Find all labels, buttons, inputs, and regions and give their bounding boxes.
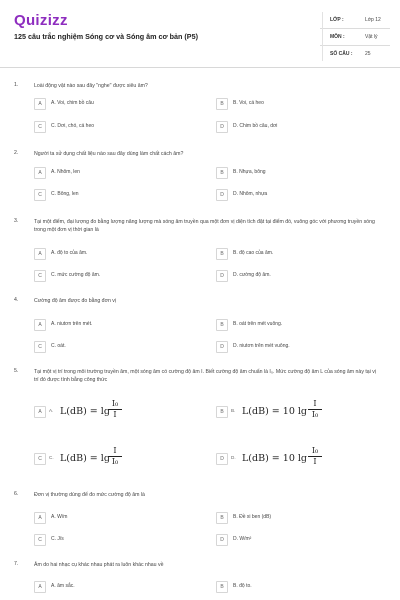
options-row (34, 580, 382, 594)
formula-lhs: L(dB) = lg (60, 406, 110, 417)
formula-lhs: L(dB) = 10 lg (242, 406, 308, 417)
option-badge: A (34, 167, 46, 179)
option-badge: A (34, 98, 46, 110)
option-badge: D (216, 534, 228, 546)
question-number: 6. (14, 491, 19, 497)
option-b[interactable] (216, 318, 376, 330)
option-badge: B (216, 248, 228, 260)
option-badge: B (216, 98, 228, 110)
option-c[interactable] (34, 188, 194, 200)
option-a[interactable] (34, 247, 194, 259)
quizizz-logo: Quizizz (14, 12, 68, 29)
option-text: C. oát. (51, 343, 66, 349)
option-d[interactable] (216, 188, 376, 200)
fraction-denominator: I (113, 410, 117, 419)
meta-subject-value: Vật lý (365, 34, 378, 40)
option-text: A. W/m (51, 514, 68, 520)
option-badge: C (34, 341, 46, 353)
option-text: C. mức cường độ âm. (51, 272, 101, 278)
fraction-numerator: I₀ (108, 399, 122, 410)
option-c[interactable] (34, 445, 194, 471)
option-text: D. W/m² (233, 536, 252, 542)
question-number: 7. (14, 561, 19, 567)
fraction-denominator: I₀ (311, 410, 319, 419)
meta-count-value: 25 (365, 51, 371, 57)
fraction-numerator: I (108, 446, 122, 457)
options-row (34, 318, 382, 332)
fraction-denominator: I (313, 457, 317, 466)
option-badge: C (34, 189, 46, 201)
option-a[interactable] (34, 511, 194, 523)
option-d[interactable] (216, 120, 376, 132)
option-text: A. độ to của âm. (51, 250, 88, 256)
question-number: 4. (14, 297, 19, 303)
question-number: 1. (14, 82, 19, 88)
option-b[interactable] (216, 398, 376, 424)
fraction (108, 399, 122, 420)
option-text: D. niutơn trên mét vuông. (233, 343, 290, 349)
option-badge: D (216, 341, 228, 353)
options-row (34, 166, 382, 180)
option-b[interactable] (216, 166, 376, 178)
option-badge: B (216, 167, 228, 179)
meta-divider (322, 12, 391, 61)
question-text: Loài động vật nào sau đây "nghe" được siêu âm? (34, 83, 148, 89)
option-text: A. Nhôm, len (51, 169, 80, 175)
option-a[interactable] (34, 97, 194, 109)
option-b[interactable] (216, 247, 376, 259)
question-text: Đơn vị thường dùng để đo mức cường độ âm là (34, 492, 145, 498)
option-badge: A (34, 248, 46, 260)
options-row (34, 247, 382, 261)
option-badge: D (216, 453, 228, 465)
page-title: 125 câu trắc nghiệm Sóng cơ và Sóng âm cơ bản (P5) (14, 32, 198, 41)
option-badge: A (34, 512, 46, 524)
question-text: Tại một điểm, đại lượng đo bằng lượng năng lượng mà sóng âm truyền qua một đơn vị diện tích đặt tại điểm đó, vuông góc với phương truyền sóng trong một đơn vị thời gian là (34, 219, 375, 233)
options-row (34, 533, 382, 547)
option-text: A. âm sắc. (51, 583, 75, 589)
option-c[interactable] (34, 340, 194, 352)
option-badge: B (216, 512, 228, 524)
options-row (34, 120, 382, 134)
option-b[interactable] (216, 511, 376, 523)
meta-class-value: Lớp 12 (365, 17, 381, 23)
options-row (34, 269, 382, 283)
option-text: A. Voi, chim bồ câu (51, 100, 94, 106)
option-badge: D (216, 189, 228, 201)
option-text: D. Chim bồ câu, dơi (233, 123, 278, 129)
option-a[interactable] (34, 580, 194, 592)
option-text: B. Đề xi ben (dB) (233, 514, 272, 520)
question-number: 3. (14, 218, 19, 224)
option-badge: C (34, 270, 46, 282)
option-text: C. Bông, len (51, 191, 79, 197)
option-c[interactable] (34, 533, 194, 545)
option-b[interactable] (216, 97, 376, 109)
option-a[interactable] (34, 398, 194, 424)
option-badge: C (34, 453, 46, 465)
fraction (108, 446, 122, 467)
question-text: Cường độ âm được đo bằng đơn vị (34, 298, 117, 304)
meta-subject-key: MÔN : (330, 34, 345, 40)
option-d[interactable] (216, 533, 376, 545)
fraction-numerator: I₀ (308, 446, 322, 457)
fraction-denominator: I₀ (111, 457, 119, 466)
question-text: Tại một vị trí trong môi trường truyền âm, một sóng âm có cường độ âm I. Biết cường độ âm chuẩn là I₀. Mức cường độ âm L của sóng âm này tại vị trí đó được tính bằng công thức (34, 369, 377, 383)
options-row (34, 188, 382, 202)
option-text: B. độ cao của âm. (233, 250, 274, 256)
header-divider (0, 67, 400, 68)
option-c[interactable] (34, 269, 194, 281)
option-badge: B (216, 319, 228, 331)
options-row (34, 340, 382, 354)
option-badge: C (34, 121, 46, 133)
option-d[interactable] (216, 445, 376, 471)
option-text: B. Nhựa, bông (233, 169, 266, 175)
option-badge: B (216, 581, 228, 593)
formula-lhs: L(dB) = lg (60, 453, 110, 464)
formula-lhs: L(dB) = 10 lg (242, 453, 308, 464)
option-text: D. (231, 455, 236, 460)
option-text: C. J/s (51, 536, 64, 542)
option-badge: D (216, 270, 228, 282)
options-row (34, 97, 382, 111)
fraction (308, 446, 322, 467)
meta-class-key: LỚP : (330, 17, 344, 23)
option-badge: A (34, 319, 46, 331)
option-text: D. Nhôm, nhựa (233, 191, 268, 197)
meta-count-key: SỐ CÂU : (330, 51, 353, 57)
option-badge: C (34, 534, 46, 546)
option-badge: D (216, 121, 228, 133)
option-a[interactable] (34, 318, 194, 330)
option-text: C. (49, 455, 54, 460)
options-row (34, 511, 382, 525)
fraction (308, 399, 322, 420)
option-c[interactable] (34, 120, 194, 132)
option-text: C. Dơi, chó, cá heo (51, 123, 95, 129)
option-badge: A (34, 406, 46, 418)
question-text: Âm do hai nhạc cụ khác nhau phát ra luôn khác nhau về (34, 562, 164, 568)
option-text: B. oát trên mét vuông. (233, 321, 283, 327)
option-text: A. (49, 408, 54, 413)
question-text: Người ta sử dụng chất liệu nào sau đây dùng làm chất cách âm? (34, 151, 184, 157)
option-d[interactable] (216, 340, 376, 352)
option-text: A. niutơn trên mét. (51, 321, 93, 327)
option-text: D. cường độ âm. (233, 272, 271, 278)
option-text: B. (231, 408, 236, 413)
option-b[interactable] (216, 580, 376, 592)
option-badge: B (216, 406, 228, 418)
option-text: B. Voi, cá heo (233, 100, 264, 106)
fraction-numerator: I (308, 399, 322, 410)
question-number: 2. (14, 150, 19, 156)
option-d[interactable] (216, 269, 376, 281)
option-text: B. độ to. (233, 583, 252, 589)
option-badge: A (34, 581, 46, 593)
question-number: 5. (14, 368, 19, 374)
option-a[interactable] (34, 166, 194, 178)
